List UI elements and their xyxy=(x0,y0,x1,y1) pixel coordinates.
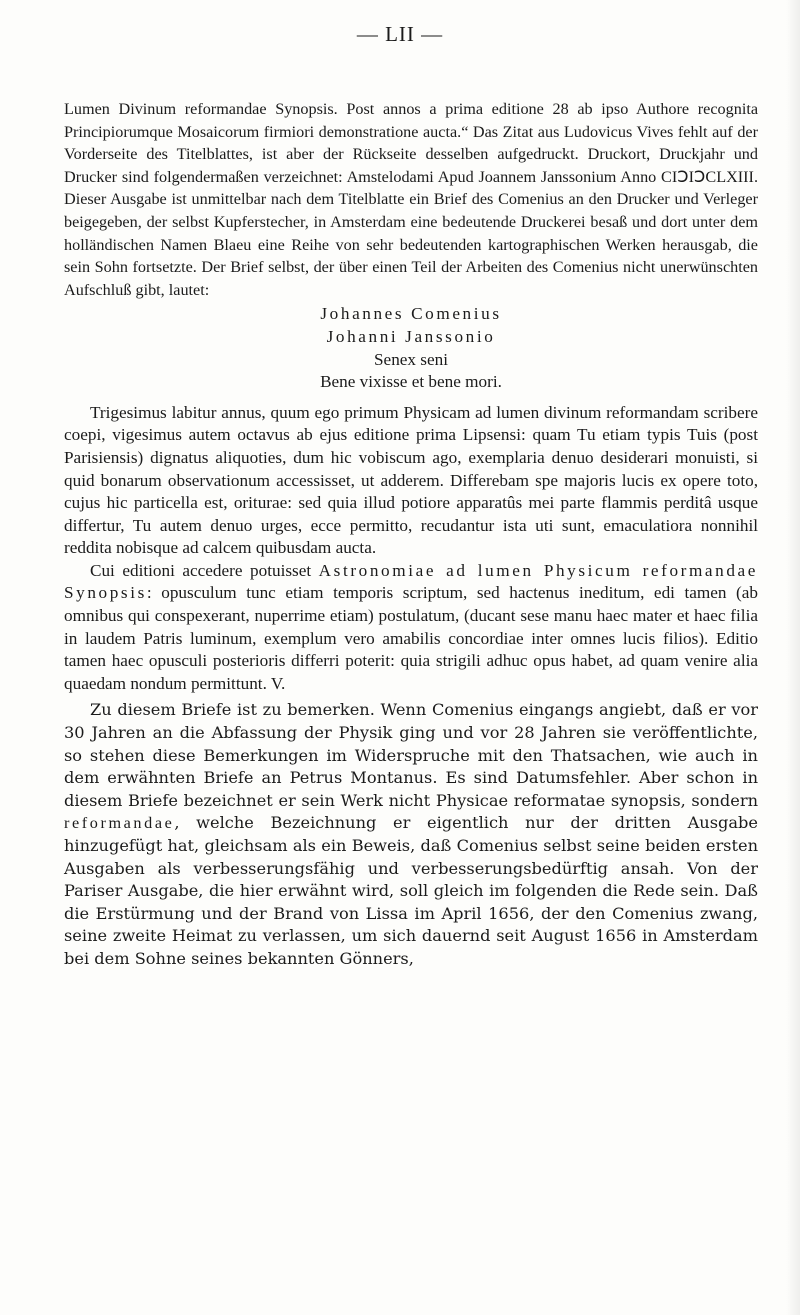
commentary-text-before: Zu diesem Briefe ist zu bemerken. Wenn Comenius eingangs angiebt, daß er vor 30 Jahren an die Abfassung der Physik ging und vor 28 Jahren sie veröffentlichte, so stehen diese Bemerkungen im Widerspruche mit den Thatsachen, wie auch in dem erwähnten Briefe an Petrus Montanus. Es sind Datumsfehler. Aber schon in diesem Briefe bezeichnet er sein Werk nicht Physicae reformatae synopsis, sondern xyxy=(64,700,758,810)
commentary-emphasis: reformandae xyxy=(64,814,175,833)
letter-recipient: Johanni Janssonio xyxy=(326,326,496,346)
letter-body-paragraph-1: Trigesimus labitur annus, quum ego primum Physicam ad lumen divinum reformandam scribere coepi, vigesimus autem octavus ab ejus editione prima Lipsensi: quam Tu etiam typis Tuis (post Parisiensis) dignatus aliquoties, dum hic vobiscum ago, exemplaria denuo desiderari monuisti, si quid bonarum observationum accessisset, ut adderem. Differebam spe majoris lucis ex opere toto, cujus hic particella est, oriturae: sed quia illud potiore apparatûs mei parte flammis perditâ usque differtur, Tu autem denuo urges, ecce permitto, recudantur ista uti sunt, emaculatiora nonnihil reddita nobisque ad calcem quibusdam aucta. xyxy=(64,402,758,558)
page-body xyxy=(64,98,758,971)
letter-greeting: Senex seni xyxy=(374,349,448,369)
letter-salutation: Bene vixisse et bene mori. xyxy=(320,372,502,392)
page-edge-shadow xyxy=(786,0,800,1315)
letter-body-paragraph-2 xyxy=(64,560,758,696)
intro-text: Lumen Divinum reformandae Synopsis. Post annos a prima editione 28 ab ipso Authore recognita Principiorumque Mosaicorum firmiori demonstratione aucta.“ Das Zitat aus Ludovicus Vives fehlt auf der Vorderseite des Titelblattes, ist aber der Rückseite desselben aufgedruckt. Druckort, Druckjahr und Drucker sind folgendermaßen verzeichnet: Amstelodami Apud Joannem Janssonium Anno CIↃIↃCLXIII. Dieser Ausgabe ist unmittelbar nach dem Titelblatte ein Brief des Comenius an den Drucker und Verleger beigegeben, der selbst Kupferstecher, in Amsterdam eine bedeutende Druckerei besaß und dort unter dem holländischen Namen Blaeu eine Reihe von sehr bedeutenden kartographischen Werken herausgab, die sein Sohn fortsetzte. Der Brief selbst, der über einen Teil der Arbeiten des Comenius nicht unerwünschten Aufschluß gibt, lautet: xyxy=(64,100,758,299)
letter-body-2-title: Astronomiae ad lumen Physicum reformandae Synopsis xyxy=(64,560,758,603)
commentary-paragraph xyxy=(64,699,758,970)
intro-paragraph xyxy=(64,98,758,301)
letter-body-2-rest: : opusculum tunc etiam temporis scriptum, sed hactenus ineditum, edi tamen (ab omnibus qui conspexerant, nuperrime etiam) postulatum, (ducant sese manu haec mater et haec filia in laudem Patris luminum, exemplum vero amabilis concordiae inter omnes lucis filios). Editio tamen haec opusculi posterioris differri poterit: quia strigili adhuc opus habet, ad quam venire alia quaedam nondum permittunt. V. xyxy=(64,583,758,693)
commentary-text-after: , welche Bezeichnung er eigentlich nur der dritten Ausgabe hinzugefügt hat, gleichsam als ein Beweis, daß Comenius selbst seine beiden ersten Ausgaben als verbesserungsfähig und verbesserungsbedürftig ansah. Von der Pariser Ausgabe, die hier erwähnt wird, soll gleich im folgenden die Rede sein. Daß die Erstürmung und der Brand von Lissa im April 1656, der den Comenius zwang, seine zweite Heimat zu verlassen, um sich dauernd seit August 1656 in Amsterdam bei dem Sohne seines bekannten Gönners, xyxy=(64,813,758,968)
letter-author: Johannes Comenius xyxy=(320,304,502,324)
letter-body-2-start: Cui editioni accedere potuisset xyxy=(90,560,312,580)
page-number: — LII — xyxy=(356,22,444,46)
